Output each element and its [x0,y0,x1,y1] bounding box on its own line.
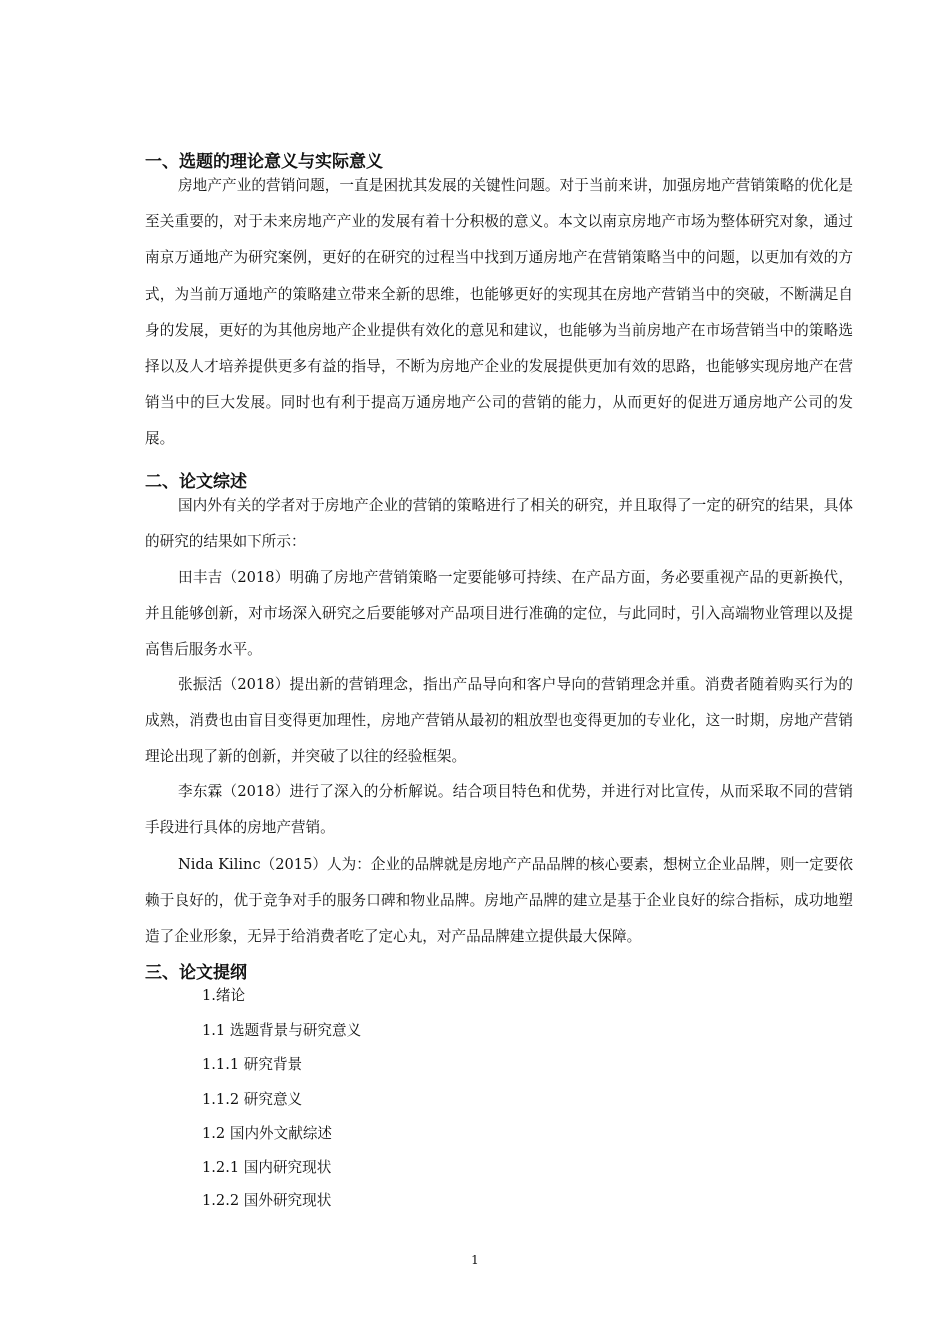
paragraph-review-tian: 田丰吉（2018）明确了房地产营销策略一定要能够可持续、在产品方面，务必要重视产品的更新换代，并且能够创新，对市场深入研究之后要能够对产品项目进行准确的定位，与此同时，引入高端物业管理以及提高售后服务水平。 [145,569,853,659]
outline-item: 1.1 选题背景与研究意义 [202,1022,362,1039]
paragraph-review-intro: 国内外有关的学者对于房地产企业的营销的策略进行了相关的研究，并且取得了一定的研究的结果，具体的研究的结果如下所示： [145,497,853,551]
outline-item: 1.2.1 国内研究现状 [202,1159,332,1176]
outline-item: 1.1.1 研究背景 [202,1056,303,1073]
section-heading-1: 一、选题的理论意义与实际意义 [145,152,383,172]
outline-item: 1.2.2 国外研究现状 [202,1192,332,1209]
paragraph-significance: 房地产产业的营销问题，一直是困扰其发展的关键性问题。对于当前来讲，加强房地产营销策略的优化是至关重要的，对于未来房地产产业的发展有着十分积极的意义。本文以南京房地产市场为整体研究对象，通过南京万通地产为研究案例，更好的在研究的过程当中找到万通房地产在营销策略当中的问题，以更加有效的方式，为当前万通地产的策略建立带来全新的思维，也能够更好的实现其在房地产营销当中的突破，不断满足自身的发展，更好的为其他房地产企业提供有效化的意见和建议，也能够为当前房地产在市场营销当中的策略选择以及人才培养提供更多有益的指导，不断为房地产企业的发展提供更加有效的思路，也能够实现房地产在营销当中的巨大发展。同时也有利于提高万通房地产公司的营销的能力，从而更好的促进万通房地产公司的发展。 [145,177,853,448]
paragraph-review-li: 李东霖（2018）进行了深入的分析解说。结合项目特色和优势，并进行对比宣传，从而采取不同的营销手段进行具体的房地产营销。 [145,783,853,837]
section-heading-3: 三、论文提纲 [145,963,247,983]
outline-item: 1.1.2 研究意义 [202,1091,303,1108]
paragraph-review-zhang: 张振活（2018）提出新的营销理念，指出产品导向和客户导向的营销理念并重。消费者随着购买行为的成熟，消费也由盲目变得更加理性，房地产营销从最初的粗放型也变得更加的专业化，这一时期，房地产营销理论出现了新的创新，并突破了以往的经验框架。 [145,676,853,766]
paragraph-review-kilinc: Nida Kilinc（2015）人为：企业的品牌就是房地产产品品牌的核心要素，想树立企业品牌，则一定要依赖于良好的，优于竞争对手的服务口碑和物业品牌。房地产品牌的建立是基于企业良好的综合指标，成功地塑造了企业形象，无异于给消费者吃了定心丸，对产品品牌建立提供最大保障。 [145,856,853,946]
page-number: 1 [471,1253,479,1267]
outline-item: 1.绪论 [202,987,246,1004]
section-heading-2: 二、论文综述 [145,472,247,492]
outline-item: 1.2 国内外文献综述 [202,1125,333,1142]
